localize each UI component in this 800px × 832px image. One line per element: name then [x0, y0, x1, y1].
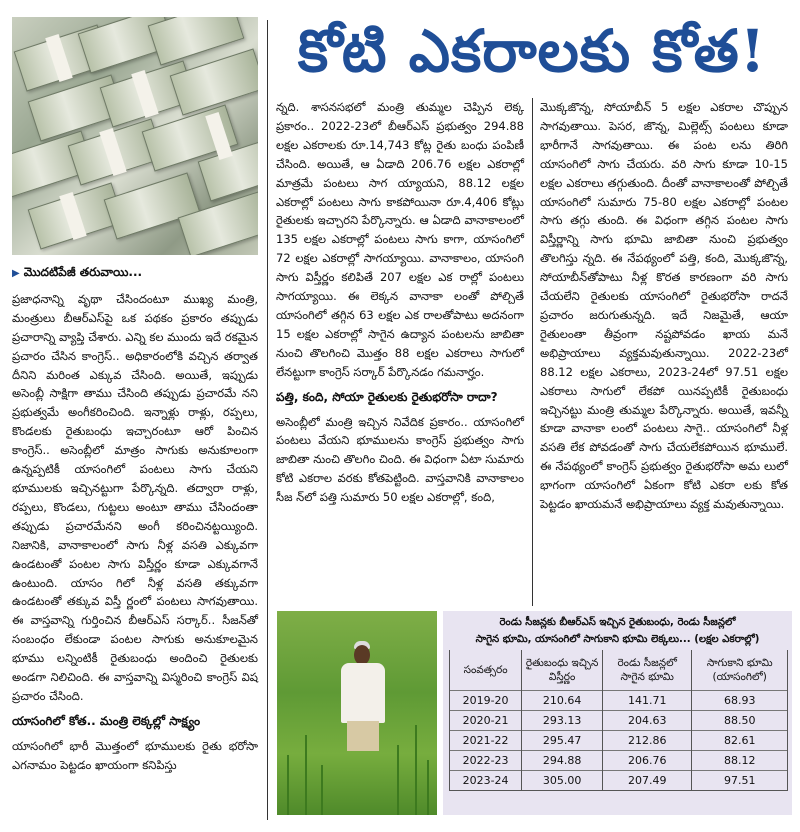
column-divider	[267, 20, 268, 820]
subheading: పత్తి, కంది, సోయా రైతులకు రైతుభరోసా రాదా?	[276, 389, 498, 404]
column-header: సాగుకాని భూమి (యాసంగిలో)	[692, 650, 788, 690]
table-cell: 2022-23	[450, 750, 522, 770]
table-cell: 2021-22	[450, 730, 522, 750]
data-table-box	[443, 611, 792, 815]
table-header-row	[450, 650, 788, 690]
table-cell: 206.76	[603, 750, 692, 770]
column-divider	[532, 98, 533, 606]
paragraph: న్నది. శాసనసభలో మంత్రి తుమ్మల చెప్పిన లెక్క ప్రకారం.. 2022-23లో బీఆర్ఎస్ ప్రభుత్వం 294.88 లక్షల ఎకరాలకు రూ.14,743 కోట్ల రైతు బంధు పంపిణీ చేసింది. అయితే, ఆ ఏడాది 206.76 లక్షల ఎకరాల్లో మాత్రమే పంటలు సాగ య్యాయని, 88.12 లక్షల ఎకరాల్లో పంటలు సాగు కాకపోయినా రూ.4,406 కోట్లు రైతులకు ఇచ్చారని పేర్కొన్నారు. ఆ ఏడాది వానాకాలంలో 135 లక్షల ఎకరాల్లో పంటలు సాగు కాగా, యాసంగిలో 72 లక్షల ఎకరాల్లో సాగయ్యాయి. వానాకాలం, యాసంగి సాగు విస్తీర్ణం కలిపితే 207 లక్షల ఎక రాల్లో పంటలు సాగయ్యాయి. ఈ లెక్కన వానాకా లంతో పోల్చితే యాసంగిలో తగ్గిన 63 లక్షల ఎక రాలతోపాటు అదనంగా 15 లక్షల ఎకరాల్లో సాగైన ఉద్యాన పంటలను జాబితా నుంచి తొలగించి మొత్తం 88 లక్షల ఎకరాలు సాగులో లేనట్టుగా కాంగ్రెస్ సర్కార్ పేర్కొనడం గమనార్హం.	[276, 100, 524, 379]
table-cell: 2019-20	[450, 690, 522, 710]
headline: కోటి ఎకరాలకు కోత!	[297, 17, 767, 85]
article-column-1	[12, 261, 258, 775]
column-header: రైతుబంధు ఇచ్చిన విస్తీర్ణం	[522, 650, 603, 690]
article-column-2	[276, 98, 524, 507]
table-cell: 212.86	[603, 730, 692, 750]
table-cell: 305.00	[522, 770, 603, 790]
table-cell: 141.71	[603, 690, 692, 710]
table-cell: 207.49	[603, 770, 692, 790]
table-cell: 88.12	[692, 750, 788, 770]
table-cell: 294.88	[522, 750, 603, 770]
table-row	[450, 690, 788, 710]
table-cell: 210.64	[522, 690, 603, 710]
table-row	[450, 770, 788, 790]
table-row	[450, 710, 788, 730]
kicker	[12, 263, 258, 284]
paragraph: ప్రజాధనాన్ని వృథా చేసిందంటూ ముఖ్య మంత్రి, మంత్రులు బీఆర్ఎస్‌పై ఒక పథకం ప్రకారం తప్పుడు ప్రచారాన్ని వ్యాప్తి చేశారు. ఎన్ని కల ముందు ఇదే రకమైన ప్రచారం చేసిన కాంగ్రెస్.. అధికారంలోకి వచ్చిన తర్వాత దీనిని మరింత ఎక్కువ చేసింది. అయితే, ఇప్పుడు అసెంబ్లీ సాక్షిగా తాము చేసింది తప్పుడు ప్రచారమే నని ప్రభుత్వమే అంగీకరించింది. ఇన్నాళ్లు రాళ్లు, రప్పలు, కొండలకు రైతుబంధు ఇచ్చారంటూ ఆరో పించిన కాంగ్రెస్.. అసెంబ్లీలో మాత్రం సాగుకు అనుకూలంగా ఉన్నప్పటికీ యాసంగిలో పంటలు సాగు చేయని భూములకు ఇచ్చినట్టుగా పేర్కొన్నది. తద్వారా రాళ్లు, రప్పలు, కొండలు, గుట్టలు అంటూ తాము చేసిందంతా తప్పుడు ప్రచారమేనని అంగీ కరించినట్టయ్యింది. నిజానికి, వానాకాలంలో సాగు నీళ్ల వసతి ఎక్కువగా ఉండటంతో పంటల సాగు విస్తీర్ణం కూడా ఎక్కువగానే ఉంటుంది. యాసం గిలో నీళ్ల వసతి తక్కువగా ఉండటంతో తక్కువ విస్తీ ర్ణంలో పంటలు సాగవుతాయి. ఈ వాస్తవాన్ని గుర్తించిన బీఆర్ఎస్ సర్కార్.. సీజన్‌తో సంబంధం లేకుండా పంటల సాగుకు అనుకూలమైన భూము లన్నింటికీ రైతుబంధు అందించి రైతులకు అండగా నిలిచింది. ఈ వాస్తవాన్ని విస్మరించి కాంగ్రెస్ విష ప్రచారం చేసింది.	[12, 291, 258, 703]
farmer-in-field-photo	[277, 611, 437, 815]
paragraph: మొక్కజొన్న, సోయాబీన్ 5 లక్షల ఎకరాల చొప్పున సాగవుతాయి. పెసర, జొన్న, మిల్లెట్స్ పంటలు కూడా భారీగానే సాగవుతాయి. ఈ పంట లను తిరిగి యాసంగిలో సాగు చేయరు. వరి సాగు కూడా 10-15 లక్షల ఎకరాలు తగ్గుతుంది. దీంతో వానాకాలంతో పోల్చితే యాసంగిలో సుమారు 75-80 లక్షల ఎకరాల్లో పంటల సాగు తగ్గు తుంది. ఈ విధంగా తగ్గిన పంటల సాగు విస్తీర్ణాన్ని సాగు భూమి జాబితా నుంచి ప్రభుత్వం తొలగిస్తు న్నది. ఈ నేపథ్యంలో పత్తి, కంది, మొక్కజొన్న, సోయాబీన్‌తోపాటు నీళ్ల కొరత కారణంగా వరి సాగు చేయలేని రైతులకు యాసంగిలో రైతుభరోసా రాదనే ప్రచారం జరుగుతున్నది. ఇదే నిజమైతే, ఆయా రైతులంతా తీవ్రంగా నష్టపోవడం ఖాయ మనే అభిప్రాయాలు వ్యక్తమవుతున్నాయి. 2022-23లో 88.12 లక్షల ఎకరాలు, 2023-24లో 97.51 లక్షల ఎకరాలు సాగులో లేకపో యినప్పటికీ రైతుబంధు ఇచ్చినట్టు మంత్రి తుమ్మల పేర్కొన్నారు. అయితే, ఇవన్నీ కూడా వానాకా లంలో పంటలు సాగై.. యాసంగిలో నీళ్ల వసతి లేక పోవడంతో సాగు చేయలేకపోయిన భూములే. ఈ నేపథ్యంలో కాంగ్రెస్ ప్రభుత్వం రైతుభరోసా అమ లులో భాగంగా యాసంగిలో ఏకంగా కోటి ఎకరా లకు కోత పెట్టడం ఖాయమనే అభిప్రాయాలు వ్యక్త మవుతున్నాయి.	[540, 100, 788, 512]
data-table	[449, 650, 788, 791]
column-header: సంవత్సరం	[450, 650, 522, 690]
kicker-text: మొదటిపేజీ తరువాయి...	[23, 265, 143, 279]
subheading: యాసంగిలో కోత.. మంత్రి లెక్కల్లో సాక్ష్యం	[12, 713, 201, 728]
table-cell: 2020-21	[450, 710, 522, 730]
table-cell: 204.63	[603, 710, 692, 730]
table-cell: 82.61	[692, 730, 788, 750]
triangle-right-icon: ▶	[12, 268, 20, 279]
table-row	[450, 730, 788, 750]
table-cell: 293.13	[522, 710, 603, 730]
table-cell: 88.50	[692, 710, 788, 730]
column-header: రెండు సీజన్లలో సాగైన భూమి	[603, 650, 692, 690]
table-cell: 97.51	[692, 770, 788, 790]
table-caption-line-2: సాగైన భూమి, యాసంగిలో సాగుకాని భూమి లెక్కలు... (లక్షల ఎకరాల్లో)	[475, 634, 760, 645]
table-cell: 2023-24	[450, 770, 522, 790]
table-caption	[443, 611, 792, 648]
table-cell: 295.47	[522, 730, 603, 750]
currency-bundles-photo	[12, 17, 258, 255]
paragraph: అసెంబ్లీలో మంత్రి ఇచ్చిన నివేదిక ప్రకారం.. యాసంగిలో పంటలు వేయని భూములను కాంగ్రెస్ ప్రభుత్వం సాగు జాబితా నుంచి తొలగిం చింది. ఈ విధంగా ఏటా సుమారు కోటి ఎకరాల వరకు కోతపెట్టింది. వాస్తవానికి వానాకాలం సీజ న్‌లో పత్తి సుమారు 50 లక్షల ఎకరాల్లో, కంది,	[276, 414, 524, 505]
paragraph: యాసంగిలో భారీ మొత్తంలో భూములకు రైతు భరోసా ఎగనామం పెట్టడం ఖాయంగా కనిపిస్తు	[12, 738, 258, 772]
table-row	[450, 750, 788, 770]
table-cell: 68.93	[692, 690, 788, 710]
article-column-3	[540, 98, 788, 514]
table-caption-line-1: రెండు సీజన్లకు బీఆర్ఎస్ ఇచ్చిన రైతుబంధు, రెండు సీజన్లలో	[499, 617, 736, 628]
